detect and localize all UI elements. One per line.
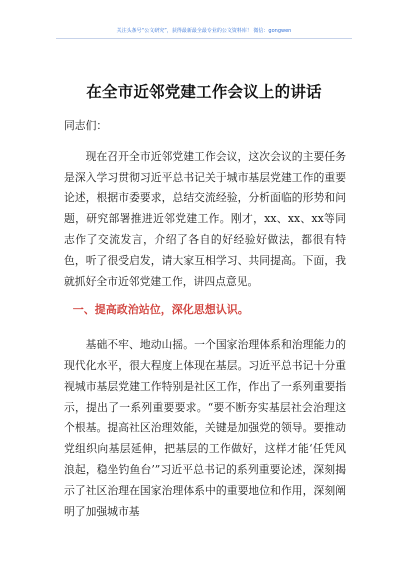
paragraph-intro: 现在召开全市近邻党建工作会议，这次会议的主要任务是深入学习贯彻习近平总书记关于城市基层党建工作的重要论述，根据市委要求，总结交流经验，分析面临的形势和问题，研究部署推进近邻党建工作。刚才，xx、xx、xx等同志作了交流发言，介绍了各自的好经验好做法，都很有特色，听了很受启发，请大家互相学习、共同提高。下面，我就抓好全市近邻党建工作，讲四点意见。 <box>64 149 346 288</box>
paragraph-section-1: 基础不牢、地动山摇。一个国家治理体系和治理能力的现代化水平，很大程度上体现在基层。习近平总书记十分重视城市基层党建工作特别是社区工作，作出了一系列重要指示，提出了一系列重要要求。“要不断夯实基层社会治理这个根基。提高社区治理效能，关键是加强党的领导。要推动党组织向基层延伸，把基层的工作做好，这样才能‘任凭风浪起，稳坐钓鱼台’”习近平总书记的系列重要论述，深刻揭示了社区治理在国家治理体系中的重要地位和作用，深刻阐明了加强城市基 <box>64 338 346 518</box>
document-title: 在全市近邻党建工作会议上的讲话 <box>86 83 322 101</box>
banner-divider <box>56 38 352 39</box>
section-heading-1: 一、提高政治站位，深化思想认识。 <box>72 303 249 317</box>
document-body <box>64 116 346 522</box>
promo-banner: 关注头条号“公文研究”，获得最新最全最专业的公文资料库！ 微信：gongwen <box>116 28 292 34</box>
salutation: 同志们： <box>64 119 108 132</box>
